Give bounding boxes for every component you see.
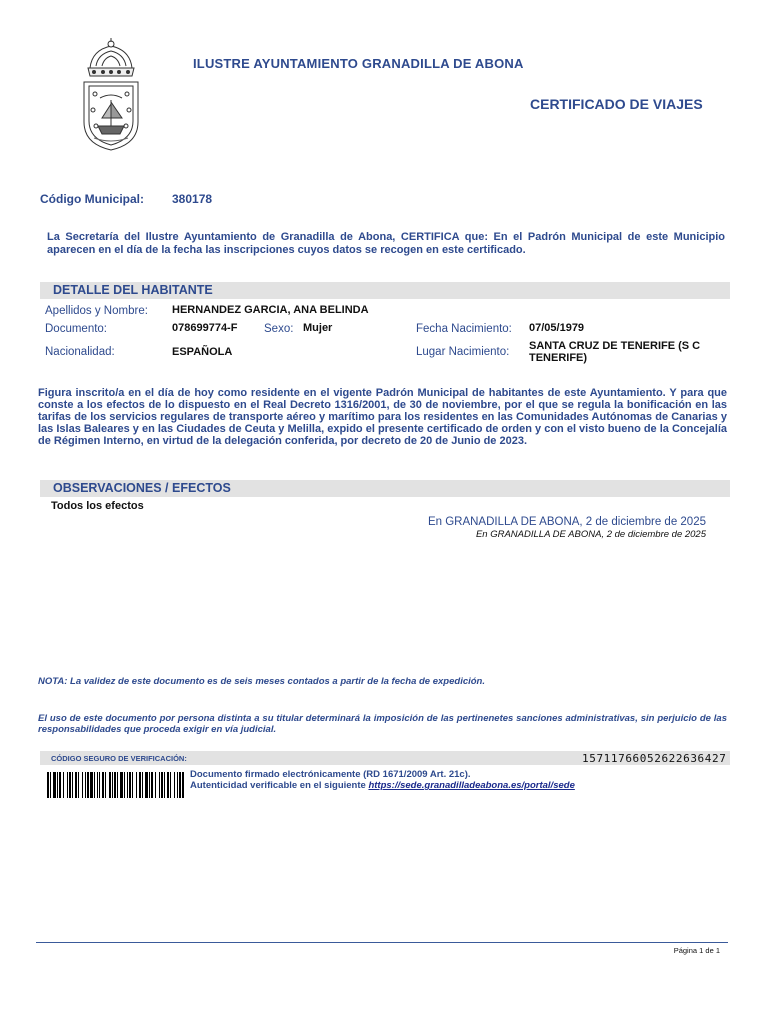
sexo-value: Mujer xyxy=(303,322,333,334)
barcode-image xyxy=(47,772,184,798)
sexo-label: Sexo: xyxy=(264,323,294,335)
observaciones-value: Todos los efectos xyxy=(51,500,144,512)
page-number: Página 1 de 1 xyxy=(673,946,720,955)
municipal-code-label: Código Municipal: xyxy=(40,192,144,206)
detalle-section-title: DETALLE DEL HABITANTE xyxy=(53,283,213,297)
footer-divider xyxy=(36,942,728,943)
verification-prefix: Autenticidad verificable en el siguiente xyxy=(190,780,369,791)
csv-label: CÓDIGO SEGURO DE VERIFICACIÓN: xyxy=(51,754,187,763)
apellidos-label: Apellidos y Nombre: xyxy=(45,305,148,317)
fecha-nacimiento-label: Fecha Nacimiento: xyxy=(416,323,512,335)
documento-label: Documento: xyxy=(45,323,108,335)
observaciones-section-title: OBSERVACIONES / EFECTOS xyxy=(53,481,231,495)
usage-warning: El uso de este documento por persona distinta a su titular determinará la imposición de las pertinenetes sanciones administrativas, sin perjuicio de las responsabilidades que proceda exigir en vía judicial. xyxy=(38,713,727,735)
certificate-title: CERTIFICADO DE VIAJES xyxy=(530,96,703,112)
apellidos-value: HERNANDEZ GARCIA, ANA BELINDA xyxy=(172,304,369,316)
fecha-nacimiento-value: 07/05/1979 xyxy=(529,322,585,334)
validity-note: NOTA: La validez de este documento es de seis meses contados a partir de la fecha de expedición. xyxy=(38,676,485,687)
signature-line: Documento firmado electrónicamente (RD 1671/2009 Art. 21c). xyxy=(190,769,471,780)
lugar-nacimiento-label: Lugar Nacimiento: xyxy=(416,346,510,358)
lugar-nacimiento-value: SANTA CRUZ DE TENERIFE (S C TENERIFE) xyxy=(529,340,701,364)
organization-name: ILUSTRE AYUNTAMIENTO GRANADILLA DE ABONA xyxy=(193,56,524,71)
csv-code: 15711766052622636427 xyxy=(582,752,727,765)
certifica-paragraph: La Secretaría del Ilustre Ayuntamiento de Granadilla de Abona, CERTIFICA que: En el Padrón Municipal de este Municipio aparecen en el día de la fecha las inscripciones cuyos datos se recogen en este certificado. xyxy=(47,231,725,256)
verification-link[interactable]: https://sede.granadilladeabona.es/portal/sede xyxy=(368,780,575,791)
place-date-small: En GRANADILLA DE ABONA, 2 de diciembre de 2025 xyxy=(475,529,706,540)
detalle-section-header xyxy=(40,282,730,299)
municipal-crest-logo xyxy=(78,38,144,152)
documento-value: 078699774-F xyxy=(172,322,238,334)
nacionalidad-label: Nacionalidad: xyxy=(45,346,115,358)
nacionalidad-value: ESPAÑOLA xyxy=(172,346,233,358)
municipal-code-value: 380178 xyxy=(172,192,213,206)
observaciones-section-header xyxy=(40,480,730,497)
certificate-body-text: Figura inscrito/a en el día de hoy como residente en el vigente Padrón Municipal de habitantes de este Ayuntamiento. Y para que conste a los efectos de lo dispuesto en el Real Decreto 1316/2001, de 30 de noviembre, por el que se regula la bonificación en las tarifas de los servicios regulares de transporte aéreo y marítimo para los residentes en las Comunidades Autónomas de Canarias y las Islas Baleares y en las Ciudades de Ceuta y Melilla, expido el presente certificado de orden y con el visto bueno de la Concejalía de Régimen Interno, en virtud de la delegación conferida, por decreto de 20 de Junio de 2023. xyxy=(38,387,727,447)
place-date: En GRANADILLA DE ABONA, 2 de diciembre de 2025 xyxy=(427,516,706,528)
verification-line xyxy=(190,780,575,791)
